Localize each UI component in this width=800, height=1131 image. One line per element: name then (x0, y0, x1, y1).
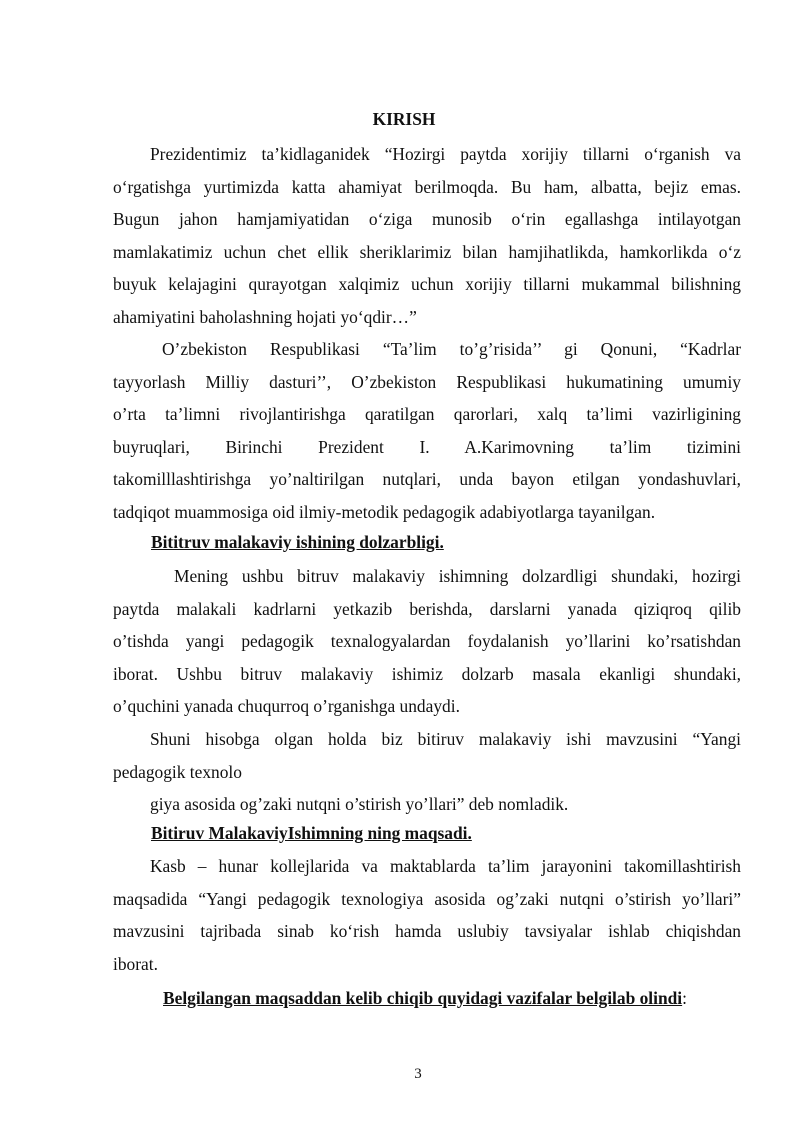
text-line: Kasb – hunar kollejlarida va maktablarda ta’lim jarayonini takomillashtirish (150, 856, 741, 876)
subheading-tasks (163, 987, 687, 1009)
subheading-tasks-colon: : (682, 988, 687, 1008)
text-line: mavzusini tajribada sinab ko‘rish hamda uslubiy tavsiyalar ishlab chiqishdan (113, 921, 741, 941)
subheading-tasks-text: Belgilangan maqsaddan kelib chiqib quyidagi vazifalar belgilab olindi (163, 988, 683, 1008)
text-line: Bugun jahon hamjamiyatidan o‘ziga munosib o‘rin egallashga intilayotgan (113, 209, 741, 229)
text-line: iborat. Ushbu bitruv malakaviy ishimiz dolzarb masala ekanligi shundaki, (113, 663, 741, 684)
paragraph-goal (113, 850, 741, 980)
paragraph-intro (113, 138, 741, 333)
subheading-relevance: Bititruv malakaviy ishining dolzarbligi. (151, 532, 444, 552)
paragraph-legal-basis (113, 333, 741, 528)
text-line: buyuk kelajagini qurayotgan xalqimiz uchun xorijiy tillarni mukammal bilishning (113, 274, 741, 294)
paragraph-topic-continued (150, 788, 750, 821)
subheading-goal: Bitiruv MalakaviyIshimning ning maqsadi. (151, 823, 472, 843)
text-line: Mening ushbu bitruv malakaviy ishimning dolzardligi shundaki, hozirgi (174, 566, 741, 586)
text-line: tayyorlash Milliy dasturi’’, O’zbekiston Respublikasi hukumatining umumiy (113, 371, 741, 392)
paragraph-topic (113, 723, 741, 788)
text-line: O’zbekiston Respublikasi “Ta’lim to’g’risida’’ gi Qonuni, “Kadrlar (162, 339, 741, 359)
page-number: 3 (414, 1066, 422, 1082)
text-line: o’rta ta’limni rivojlantirishga qaratilgan qarorlari, xalq ta’limi vazirligining (113, 404, 741, 424)
text-line: iborat. (113, 953, 158, 974)
text-line: o’tishda yangi pedagogik texnalogyalardan foydalanish yo’llarini ko’rsatishdan (113, 631, 741, 651)
text-line: Prezidentimiz ta’kidlaganidek “Hozirgi paytda xorijiy tillarni o‘rganish va (150, 144, 741, 164)
page-title: KIRISH (372, 109, 436, 129)
text-line: mamlakatimiz uchun chet ellik sheriklarimiz bilan hamjihatlikda, hamkorlikda o‘z (113, 241, 741, 262)
text-line: takomilllashtirishga yo’naltirilgan nutqlari, unda bayon etilgan yondashuvlari, (113, 469, 741, 489)
text-line: paytda malakali kadrlarni yetkazib berishda, darslarni yanada qiziqroq qilib (113, 598, 741, 619)
text-line: maqsadida “Yangi pedagogik texnologiya asosida og’zaki nutqni o’stirish yo’llari” (113, 888, 741, 909)
text-line: o’quchini yanada chuqurroq o’rganishga undaydi. (113, 696, 460, 716)
text-line: ahamiyatini baholashning hojati yo‘qdir…” (113, 306, 417, 327)
text-line: o‘rgatishga yurtimizda katta ahamiyat berilmoqda. Bu ham, albatta, bejiz emas. (113, 176, 741, 197)
text-line: Shuni hisobga olgan holda biz bitiruv malakaviy ishi mavzusini “Yangi (150, 729, 741, 749)
text-line: giya asosida og’zaki nutqni o’stirish yo’llari” deb nomladik. (150, 794, 569, 814)
text-line: pedagogik texnolo (113, 761, 242, 782)
paragraph-relevance (113, 560, 741, 723)
text-line: buyruqlari, Birinchi Prezident I. A.Karimovning ta’lim tizimini (113, 436, 741, 457)
text-line: tadqiqot muammosiga oid ilmiy-metodik pedagogik adabiyotlarga tayanilgan. (113, 501, 656, 522)
